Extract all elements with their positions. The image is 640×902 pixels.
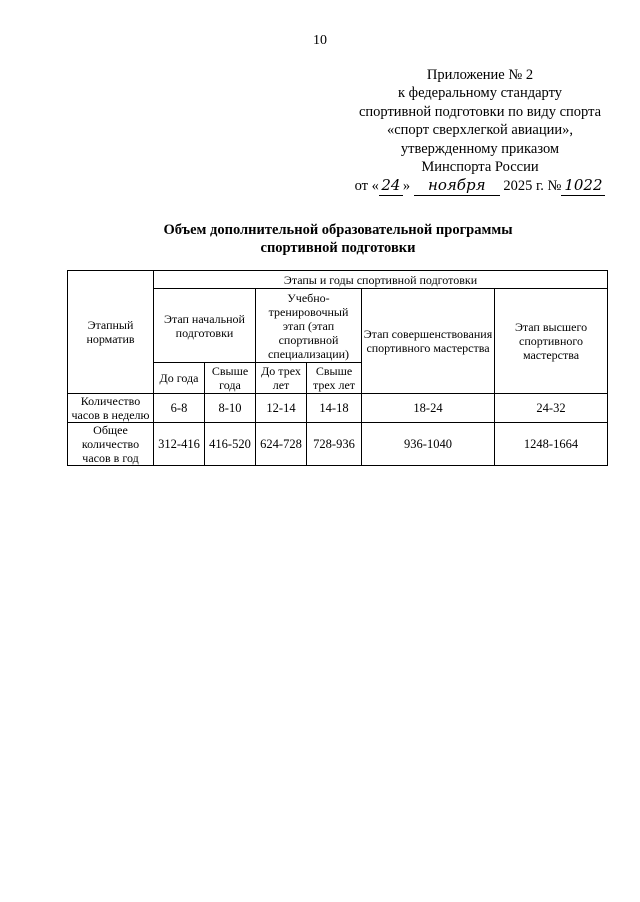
stage-header: Этап высшего спортивного мастерства (495, 289, 608, 394)
table-cell: 8-10 (205, 394, 256, 423)
title-line-2: спортивной подготовки (260, 240, 416, 256)
table-cell: 312-416 (154, 423, 205, 466)
table-cell: 18-24 (362, 394, 495, 423)
table-cell: 1248-1664 (495, 423, 608, 466)
order-date-line (345, 176, 615, 195)
stage-header: Этап совершенствования спортивного мастерства (362, 289, 495, 394)
table-cell: 624-728 (256, 423, 307, 466)
table-row (68, 423, 608, 466)
order-year: 2025 г. № (503, 178, 562, 195)
order-number: 1022 (561, 176, 605, 195)
stage-header: Этап начальной подготовки (154, 289, 256, 363)
table-cell: 416-520 (205, 423, 256, 466)
table-cell: 728-936 (307, 423, 362, 466)
appendix-line: «спорт сверхлегкой авиации», (386, 122, 574, 139)
appendix-block (345, 66, 615, 196)
year-subheader: Свыше года (205, 363, 256, 394)
corner-header: Этапный норматив (68, 271, 154, 394)
group-header: Этапы и годы спортивной подготовки (154, 271, 608, 289)
row-label: Общее количество часов в год (68, 423, 154, 466)
appendix-line: спортивной подготовки по виду спорта (358, 103, 602, 120)
stage-header: Учебно-тренировочный этап (этап спортивной специализации) (256, 289, 362, 363)
table-cell: 24-32 (495, 394, 608, 423)
year-subheader: Свыше трех лет (307, 363, 362, 394)
table-row (68, 394, 608, 423)
date-prefix: от « (354, 178, 379, 195)
order-day: 24 (379, 176, 403, 195)
page-number: 10 (313, 33, 327, 48)
document-title (0, 221, 640, 257)
appendix-line: Минспорта России (421, 159, 539, 176)
table-cell: 936-1040 (362, 423, 495, 466)
year-subheader: До трех лет (256, 363, 307, 394)
year-subheader: До года (154, 363, 205, 394)
date-mid: » (402, 178, 411, 195)
table-cell: 12-14 (256, 394, 307, 423)
title-line-1: Объем дополнительной образовательной программы (163, 222, 513, 238)
row-label: Количество часов в неделю (68, 394, 154, 423)
program-volume-table (67, 270, 608, 466)
appendix-line: утвержденному приказом (400, 140, 560, 157)
table-cell: 14-18 (307, 394, 362, 423)
order-month: ноября (414, 176, 500, 195)
appendix-title: Приложение № 2 (426, 67, 534, 83)
appendix-line: к федеральному стандарту (398, 85, 562, 102)
table-cell: 6-8 (154, 394, 205, 423)
